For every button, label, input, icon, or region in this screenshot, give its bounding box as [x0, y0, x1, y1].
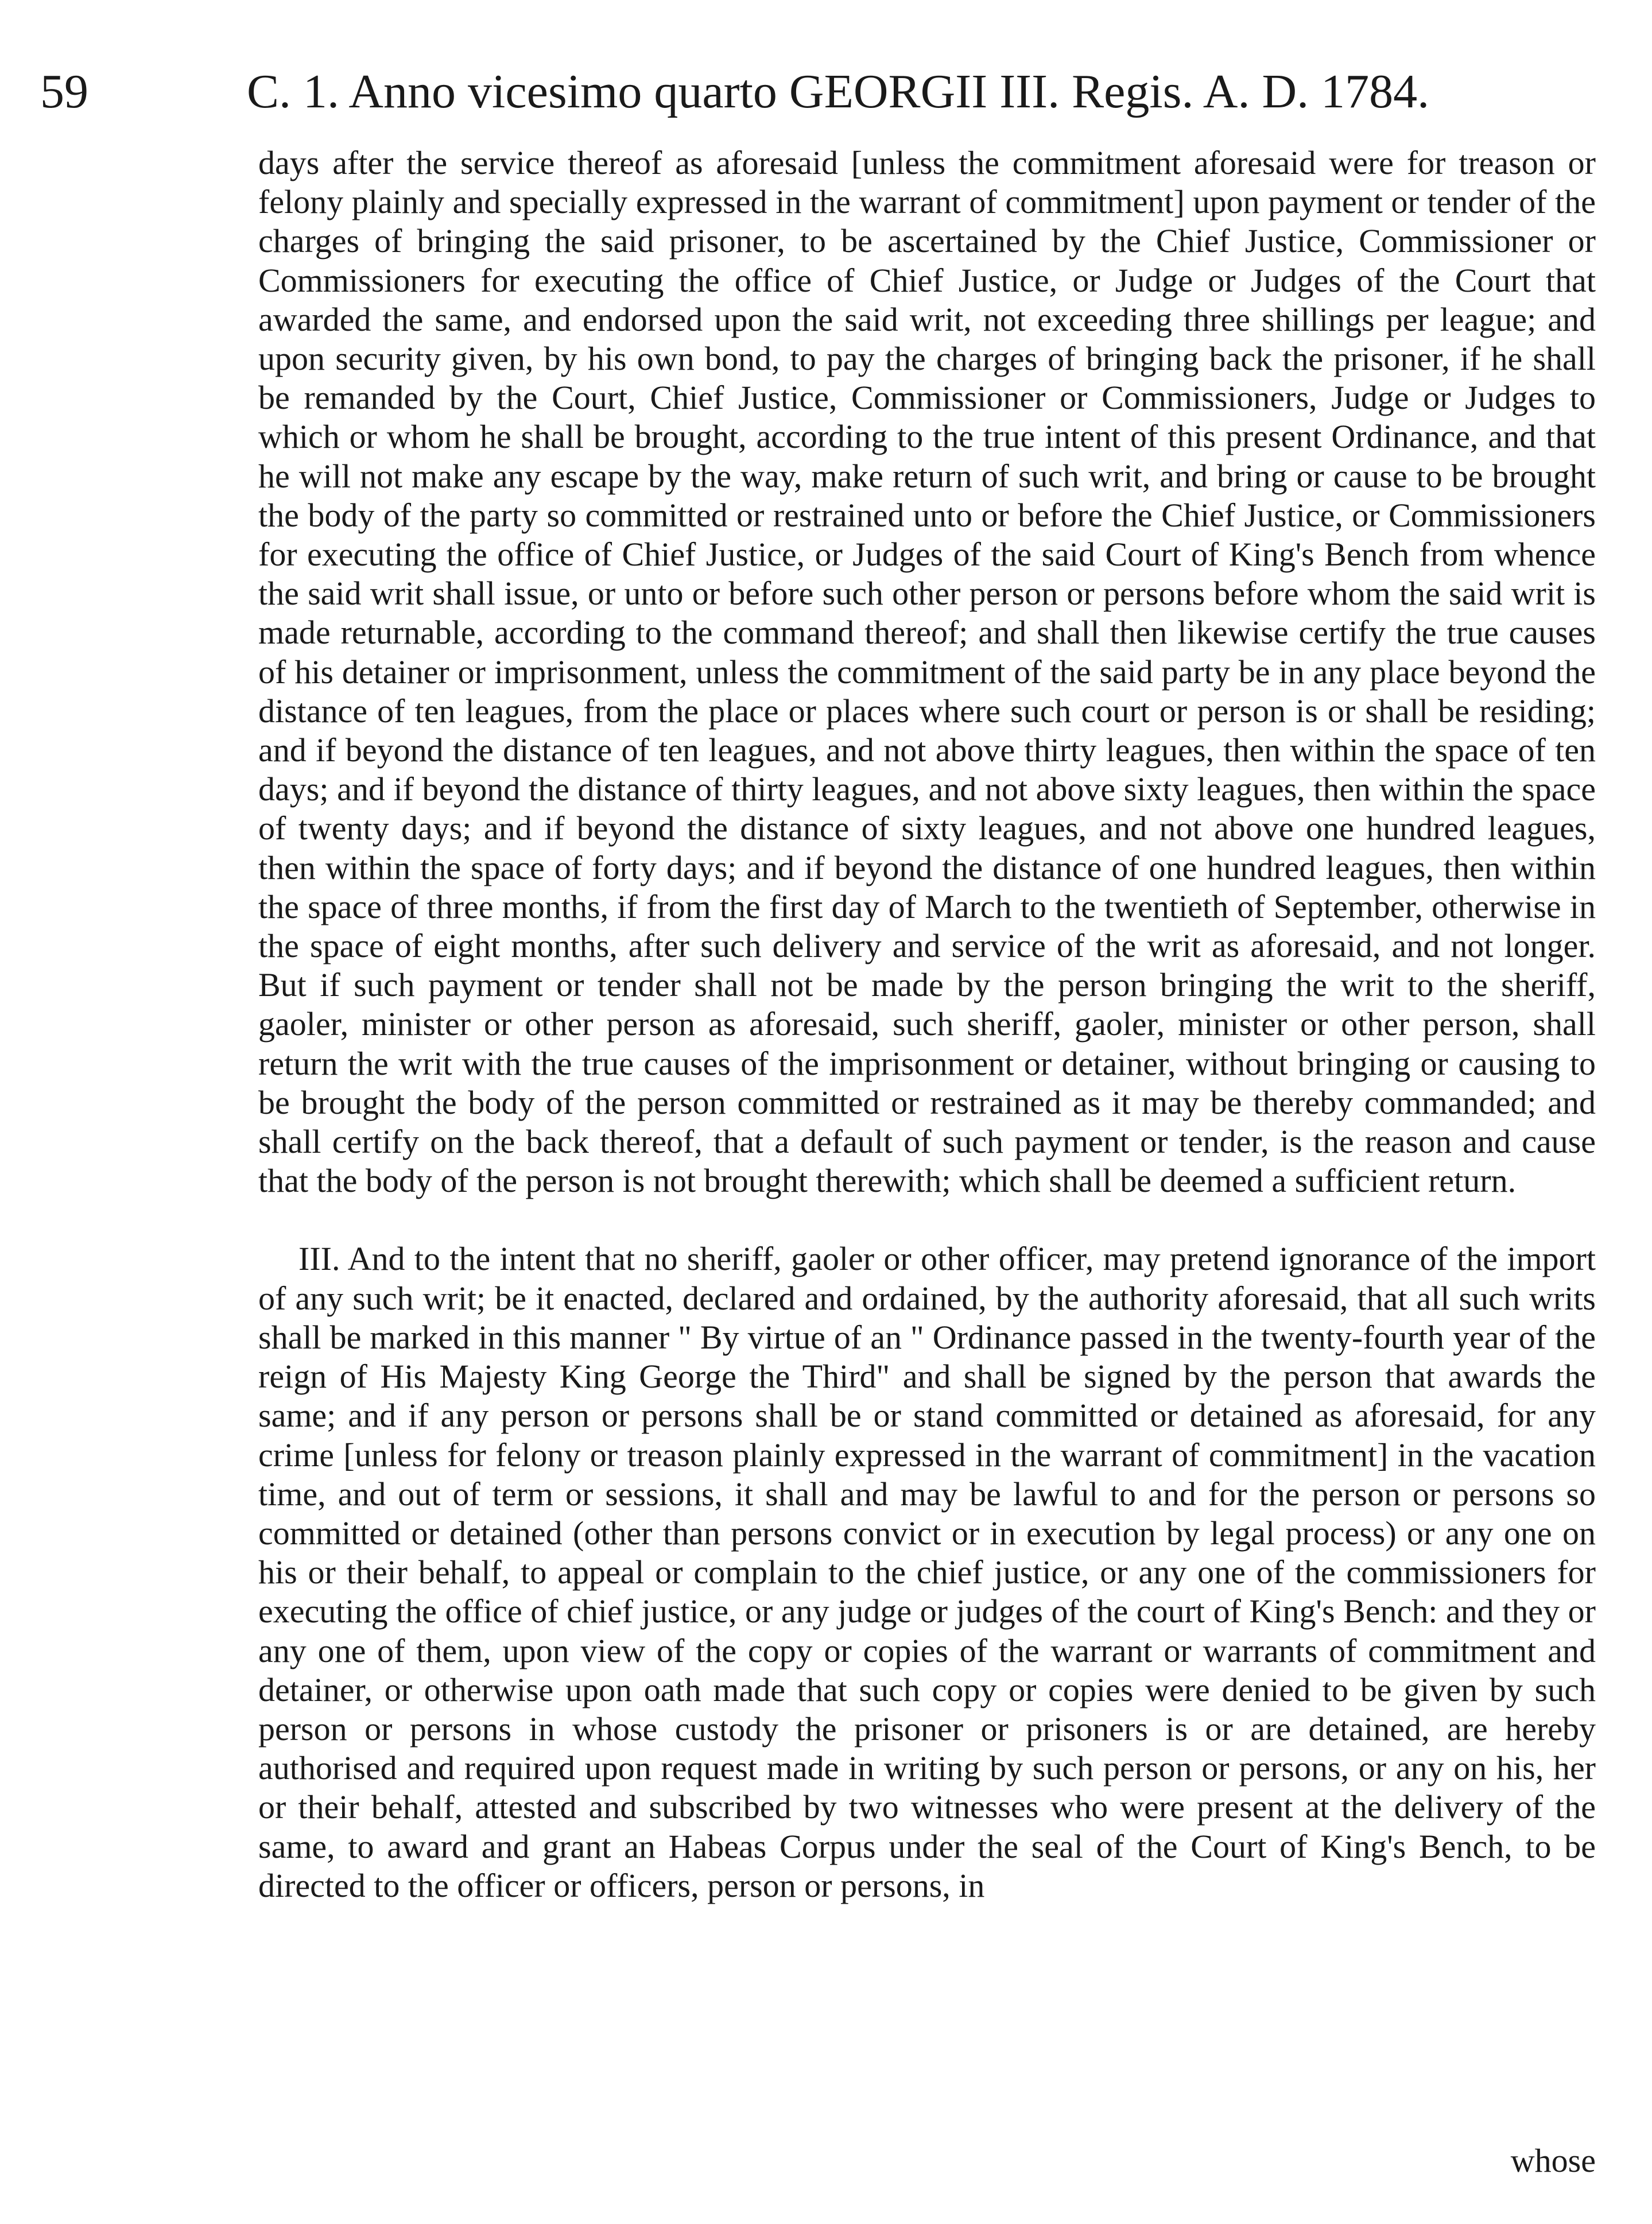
- paragraph-section-iii: III. And to the intent that no sheriff, gaoler or other officer, may pretend ignorance of the import of any such writ; be it enacted, declared and ordained, by the authority aforesaid, that all such writs shall be marked in this manner " By virtue of an " Ordinance passed in the twenty-fourth year of the reign of His Majesty King George the Third" and shall be signed by the person that awards the same; and if any person or persons shall be or stand committed or detained as aforesaid, for any crime [unless for felony or treason plainly expressed in the warrant of commitment] in the vacation time, and out of term or sessions, it shall and may be lawful to and for the person or persons so committed or detained (other than persons convict or in execution by legal process) or any one on his or their behalf, to appeal or complain to the chief justice, or any one of the commissioners for executing the office of chief justice, or any judge or judges of the court of King's Bench: and they or any one of them, upon view of the copy or copies of the warrant or warrants of commitment and detainer, or otherwise upon oath made that such copy or copies were denied to be given by such person or persons in whose custody the prisoner or prisoners is or are detained, are hereby authorised and required upon request made in writing by such person or persons, or any on his, her or their behalf, attested and subscribed by two witnesses who were present at the delivery of the same, to award and grant an Habeas Corpus under the seal of the Court of King's Bench, to be directed to the officer or officers, person or persons, in: [258, 1240, 1596, 1904]
- page-header: [40, 57, 1624, 126]
- body-text: [258, 144, 1596, 1905]
- paragraph-continuation: days after the service thereof as aforesaid [unless the commitment aforesaid were for treason or felony plainly and specially expressed in the warrant of commitment] upon payment or tender of the charges of bringing the said prisoner, to be ascertained by the Chief Justice, Commissioner or Commissioners for executing the office of Chief Justice, or Judge or Judges of the Court that awarded the same, and endorsed upon the said writ, not exceeding three shillings per league; and upon security given, by his own bond, to pay the charges of bringing back the prisoner, if he shall be remanded by the Court, Chief Justice, Commissioner or Commissioners, Judge or Judges to which or whom he shall be brought, according to the true intent of this present Ordinance, and that he will not make any escape by the way, make return of such writ, and bring or cause to be brought the body of the party so committed or restrained unto or before the Chief Justice, or Commissioners for executing the office of Chief Justice, or Judges of the said Court of King's Bench from whence the said writ shall issue, or unto or before such other person or persons before whom the said writ is made returnable, according to the command thereof; and shall then likewise certify the true causes of his detainer or imprisonment, unless the commitment of the said party be in any place beyond the distance of ten leagues, from the place or places where such court or person is or shall be residing; and if beyond the distance of ten leagues, and not above thirty leagues, then within the space of ten days; and if beyond the distance of thirty leagues, and not above sixty leagues, then within the space of twenty days; and if beyond the distance of sixty leagues, and not above one hundred leagues, then within the space of forty days; and if beyond the distance of one hundred leagues, then within the space of three months, if from the first day of March to the twentieth of September, otherwise in the space of eight months, after such delivery and service of the writ as aforesaid, and not longer. But if such payment or tender shall not be made by the person bringing the writ to the sheriff, gaoler, minister or other person as aforesaid, such sheriff, gaoler, minister or other person, shall return the writ with the true causes of the imprisonment or detainer, without bringing or causing to be brought the body of the person committed or restrained as it may be thereby commanded; and shall certify on the back thereof, that a default of such payment or tender, is the reason and cause that the body of the person is not brought therewith; which shall be deemed a sufficient return.: [258, 144, 1596, 1200]
- catchword: whose: [1510, 2142, 1596, 2179]
- running-title: C. 1. Anno vicesimo quarto GEORGII III. Regis. A. D. 1784.: [247, 65, 1430, 118]
- page-number: 59: [40, 65, 88, 118]
